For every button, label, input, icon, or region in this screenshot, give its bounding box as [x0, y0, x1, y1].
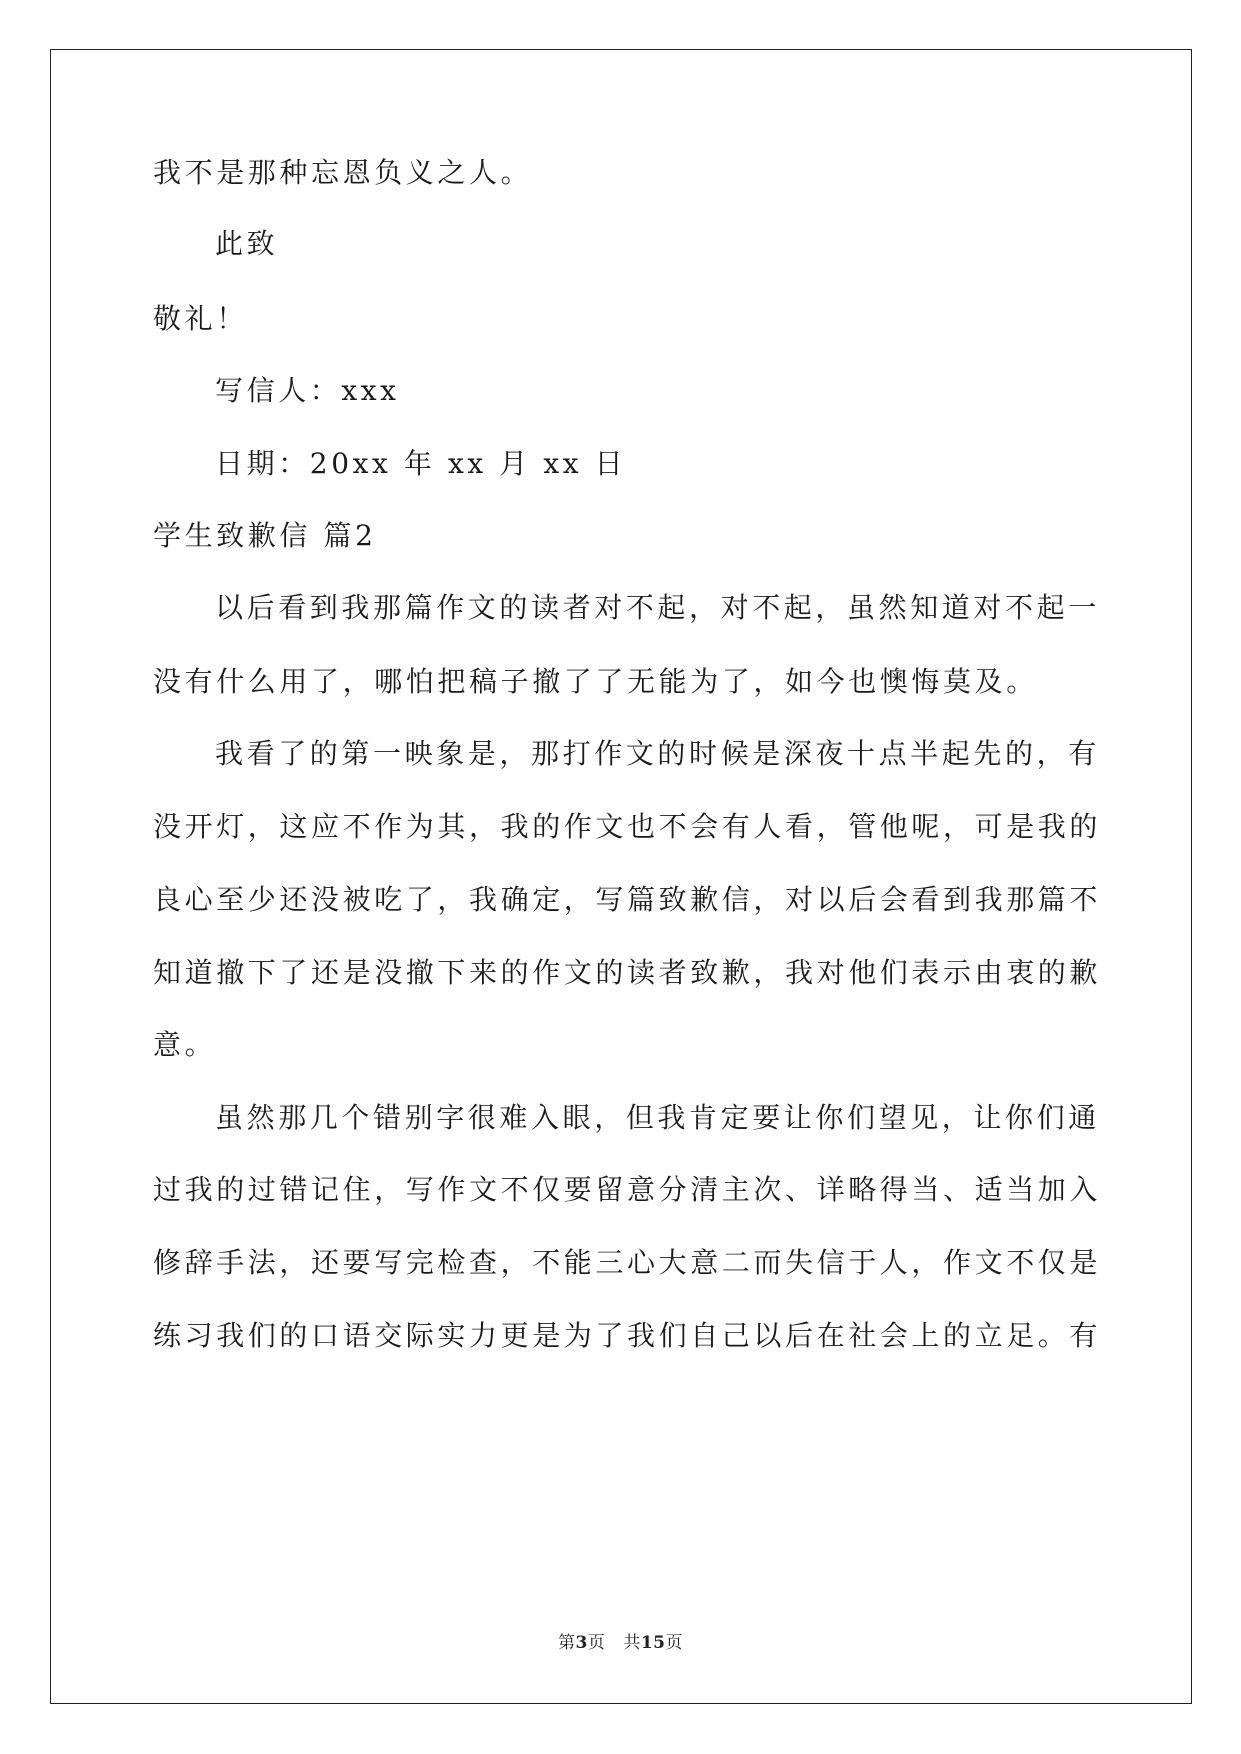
signature-writer: 写信人：xxx — [215, 374, 400, 407]
closing-salutation: 此致 — [215, 227, 279, 260]
page-current: 3 — [575, 1633, 588, 1653]
page-footer — [0, 1632, 1241, 1654]
closing-respect: 敬礼！ — [153, 302, 248, 335]
paragraph-line: 练习我们的口语交际实力更是为了我们自己以后在社会上的立足。有 — [153, 1319, 1102, 1352]
paragraph-line: 没有什么用了，哪怕把稿子撤了了无能为了，如今也懊悔莫及。 — [153, 665, 1038, 698]
page-suffix: 页 — [587, 1633, 606, 1653]
paragraph-line: 虽然那几个错别字很难入眼，但我肯定要让你们望见，让你们通 — [215, 1101, 1100, 1134]
page-total: 15 — [640, 1633, 666, 1653]
text-line: 我不是那种忘恩负义之人。 — [153, 156, 533, 189]
signature-date: 日期：20xx 年 xx 月 xx 日 — [215, 447, 627, 480]
total-suffix: 页 — [665, 1633, 683, 1653]
total-prefix: 共 — [623, 1633, 641, 1653]
paragraph-line: 知道撤下了还是没撤下来的作文的读者致歉，我对他们表示由衷的歉 — [153, 956, 1102, 989]
paragraph-line: 没开灯，这应不作为其，我的作文也不会有人看，管他呢，可是我的 — [153, 810, 1102, 843]
paragraph-line: 过我的过错记住，写作文不仅要留意分清主次、详略得当、适当加入 — [153, 1173, 1102, 1206]
page-border — [50, 49, 1192, 1704]
paragraph-line: 良心至少还没被吃了，我确定，写篇致歉信，对以后会看到我那篇不 — [153, 883, 1102, 916]
paragraph-line: 意。 — [153, 1028, 217, 1061]
paragraph-line: 我看了的第一映象是，那打作文的时候是深夜十点半起先的，有 — [215, 737, 1100, 770]
paragraph-line: 修辞手法，还要写完检查，不能三心大意二而失信于人，作文不仅是 — [153, 1246, 1102, 1279]
paragraph-line: 以后看到我那篇作文的读者对不起，对不起，虽然知道对不起一 — [215, 591, 1100, 624]
section-heading: 学生致歉信 篇2 — [153, 519, 377, 552]
page-prefix: 第 — [557, 1633, 576, 1653]
